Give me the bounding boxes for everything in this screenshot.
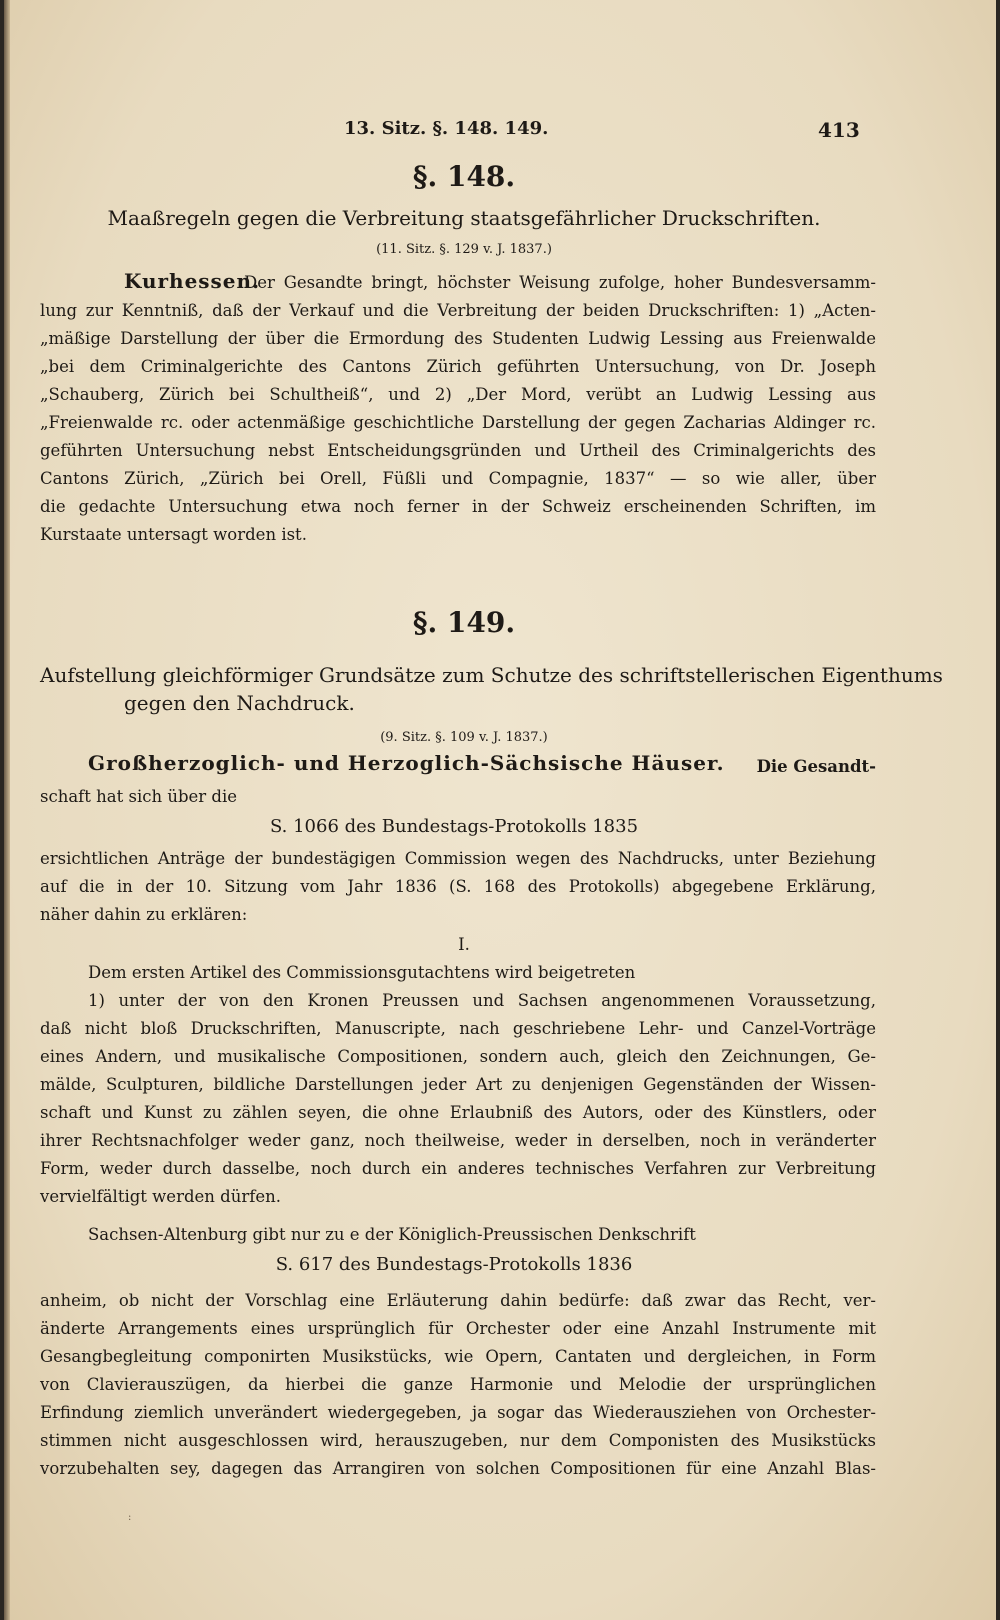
text-line: Cantons Zürich, „Zürich bei Orell, Füßli und Compagnie, 1837“ — so wie aller, über — [40, 469, 876, 488]
section-149-title-line1: Aufstellung gleichförmiger Grundsätze zum Schutze des schriftstellerischen Eigenthums — [40, 663, 943, 687]
text-line: ihrer Rechtsnachfolger weder ganz, noch theilweise, weder in derselben, noch in veränderter — [40, 1131, 876, 1150]
text-line: änderte Arrangements eines ursprünglich für Orchester oder eine Anzahl Instrumente mit — [40, 1319, 876, 1338]
roman-numeral-heading: I. — [458, 935, 470, 954]
text-line: „mäßige Darstellung der über die Ermordung des Studenten Ludwig Lessing aus Freienwalde — [40, 329, 876, 348]
section-149-reference: (9. Sitz. §. 109 v. J. 1837.) — [380, 730, 548, 745]
text-line: näher dahin zu erklären: — [40, 905, 248, 924]
text-line: schaft und Kunst zu zählen seyen, die ohne Erlaubniß des Autors, oder des Künstlers, oder — [40, 1103, 876, 1122]
text-line: „Freienwalde rc. oder actenmäßige geschichtliche Darstellung der gegen Zacharias Aldinger rc. — [40, 413, 876, 432]
section-148-title: Maaßregeln gegen die Verbreitung staatsgefährlicher Druckschriften. — [107, 206, 821, 230]
section-149-lead — [88, 751, 725, 776]
lead-saxon-houses: Großherzoglich- und Herzoglich-Sächsische Häuser. — [88, 751, 725, 775]
text-line: vervielfältigt werden dürfen. — [40, 1187, 281, 1206]
text-line: auf die in der 10. Sitzung vom Jahr 1836 (S. 168 des Protokolls) abgegebene Erklärung, — [40, 877, 876, 896]
section-148-lead — [124, 269, 261, 294]
book-page — [4, 0, 996, 1620]
text-line: stimmen nicht ausgeschlossen wird, herauszugeben, nur dem Componisten des Musikstücks — [40, 1431, 876, 1450]
text-line: mälde, Sculpturen, bildliche Darstellungen jeder Art zu denjenigen Gegenständen der Wissen- — [40, 1075, 876, 1094]
text-line: Der Gesandte bringt, höchster Weisung zufolge, hoher Bundesversamm- — [244, 273, 876, 292]
text-line: lung zur Kenntniß, daß der Verkauf und die Verbreitung der beiden Druckschriften: 1) „Acten- — [40, 301, 876, 320]
lead-kurhessen: Kurhessen. — [124, 269, 261, 293]
text-line: „Schauberg, Zürich bei Schultheiß“, und 2) „Der Mord, verübt an Ludwig Lessing aus — [40, 385, 876, 404]
section-149-title-line2: gegen den Nachdruck. — [124, 691, 355, 715]
section-149-number: §. 149. — [412, 606, 516, 639]
text-line: die gedachte Untersuchung etwa noch ferner in der Schweiz erscheinenden Schriften, im — [40, 497, 876, 516]
text-line: 1) unter der von den Kronen Preussen und Sachsen angenommenen Voraussetzung, — [88, 991, 876, 1010]
text-line: geführten Untersuchung nebst Entscheidungsgründen und Urtheil des Criminalgerichts des — [40, 441, 876, 460]
text-line: schaft hat sich über die — [40, 787, 238, 806]
section-148-reference: (11. Sitz. §. 129 v. J. 1837.) — [376, 242, 552, 257]
section-148-number: §. 148. — [412, 160, 516, 193]
page-number: 413 — [818, 118, 860, 142]
text-line: eines Andern, und musikalische Compositionen, sondern auch, gleich den Zeichnungen, Ge- — [40, 1047, 876, 1066]
protocol-reference-1836: S. 617 des Bundestags-Protokolls 1836 — [275, 1254, 633, 1275]
text-line: Die Gesandt- — [756, 757, 876, 776]
text-line: daß nicht bloß Druckschriften, Manuscripte, nach geschriebene Lehr- und Canzel-Vorträge — [40, 1019, 876, 1038]
page-mark: : — [128, 1512, 132, 1523]
text-line: anheim, ob nicht der Vorschlag eine Erläuterung dahin bedürfe: daß zwar das Recht, ver- — [40, 1291, 876, 1310]
text-line: „bei dem Criminalgerichte des Cantons Zürich geführten Untersuchung, von Dr. Joseph — [40, 357, 876, 376]
article-line: Dem ersten Artikel des Commissionsgutachtens wird beigetreten — [88, 963, 636, 982]
text-line: Form, weder durch dasselbe, noch durch ein anderes technisches Verfahren zur Verbreitung — [40, 1159, 876, 1178]
text-line: Kurstaate untersagt worden ist. — [40, 525, 307, 544]
running-header: 13. Sitz. §. 148. 149. — [344, 118, 549, 139]
text-line: Erfindung ziemlich unverändert wiedergegeben, ja sogar das Wiederausziehen von Orchester- — [40, 1403, 876, 1422]
protocol-reference-1835: S. 1066 des Bundestags-Protokolls 1835 — [269, 816, 639, 837]
text-line: Gesangbegleitung componirten Musikstücks, wie Opern, Cantaten und dergleichen, in Form — [40, 1347, 876, 1366]
text-line: vorzubehalten sey, dagegen das Arrangiren von solchen Compositionen für eine Anzahl Blas- — [40, 1459, 876, 1478]
text-line: Sachsen-Altenburg gibt nur zu e der Königlich-Preussischen Denkschrift — [88, 1225, 696, 1244]
text-line: ersichtlichen Anträge der bundestägigen Commission wegen des Nachdrucks, unter Beziehung — [40, 849, 876, 868]
text-line: von Clavierauszügen, da hierbei die ganze Harmonie und Melodie der ursprünglichen — [40, 1375, 876, 1394]
